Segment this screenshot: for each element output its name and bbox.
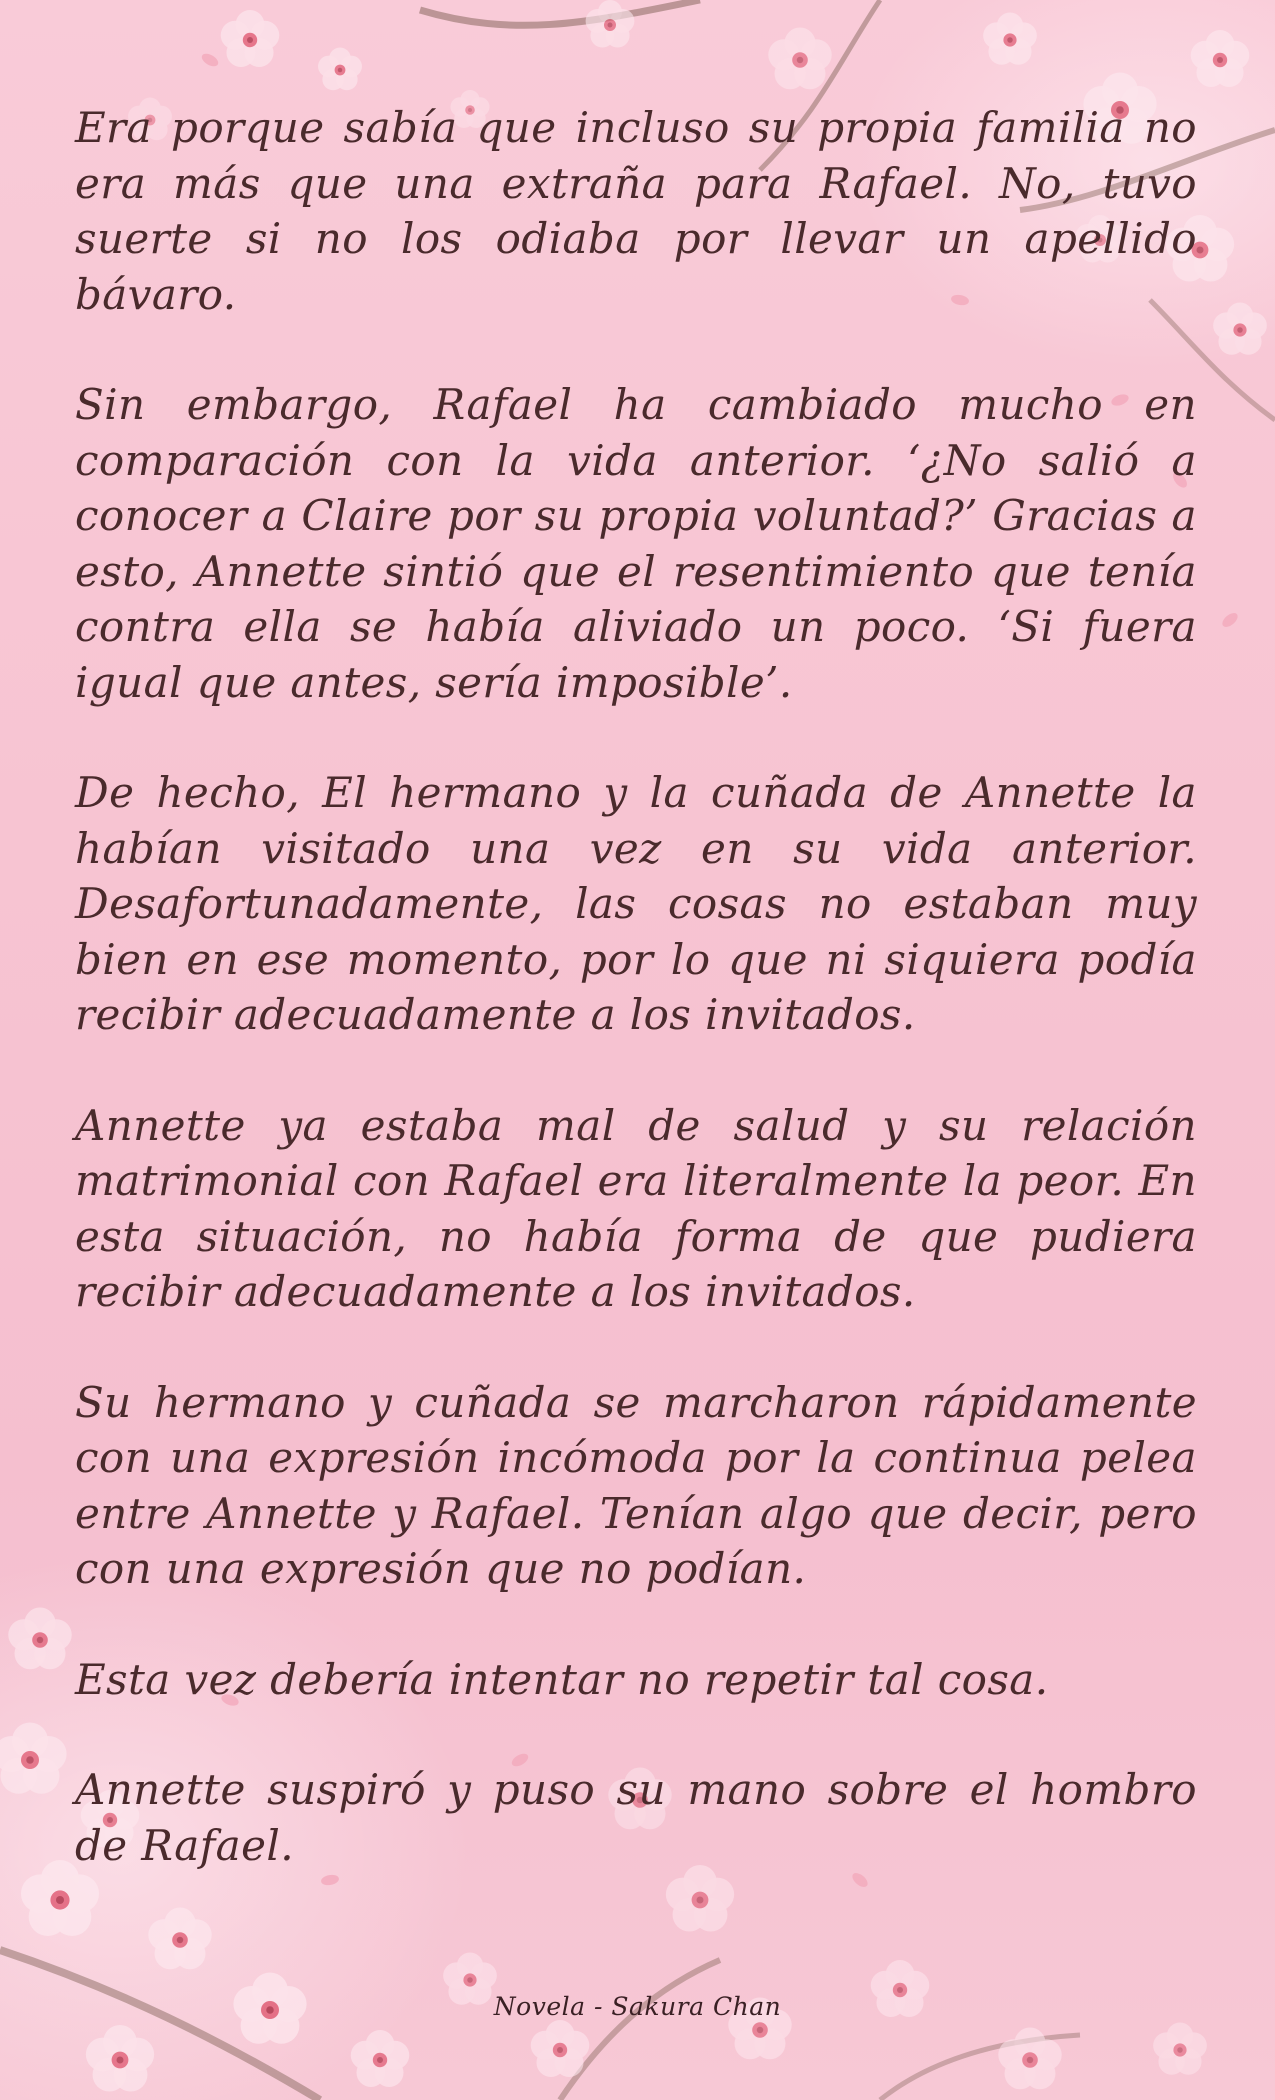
paragraph-5: Su hermano y cuñada se marcharon rápidamente con una expresión incómoda por la continua pelea entre Annette y Rafael. Tenían algo que decir, pero con una expresión que no podían. <box>75 1377 1197 1593</box>
paragraph-2: Sin embargo, Rafael ha cambiado mucho en comparación con la vida anterior. ‘¿No salió a conocer a Claire por su propia voluntad?’ Gracias a esto, Annette sintió que el resentimiento que tenía contra ella se había aliviado un poco. ‘Si fuera igual que antes, sería imposible’. <box>75 380 1197 707</box>
paragraph-4: Annette ya estaba mal de salud y su relación matrimonial con Rafael era literalmente la peor. En esta situación, no había forma de que pudiera recibir adecuadamente a los invitados. <box>75 1100 1197 1316</box>
paragraph-1: Era porque sabía que incluso su propia familia no era más que una extraña para Rafael. No, tuvo suerte si no los odiaba por llevar un apellido bávaro. <box>75 103 1197 319</box>
credit-watermark: Novela - Sakura Chan <box>493 1992 782 2021</box>
paragraph-6: Esta vez debería intentar no repetir tal cosa. <box>75 1654 1049 1704</box>
chapter-text <box>75 100 1197 1928</box>
paragraph-7: Annette suspiró y puso su mano sobre el hombro de Rafael. <box>75 1765 1197 1870</box>
paragraph-3: De hecho, El hermano y la cuñada de Annette la habían visitado una vez en su vida anterior. Desafortunadamente, las cosas no estaban muy bien en ese momento, por lo que ni siquiera podía recibir adecuadamente a los invitados. <box>75 768 1197 1039</box>
